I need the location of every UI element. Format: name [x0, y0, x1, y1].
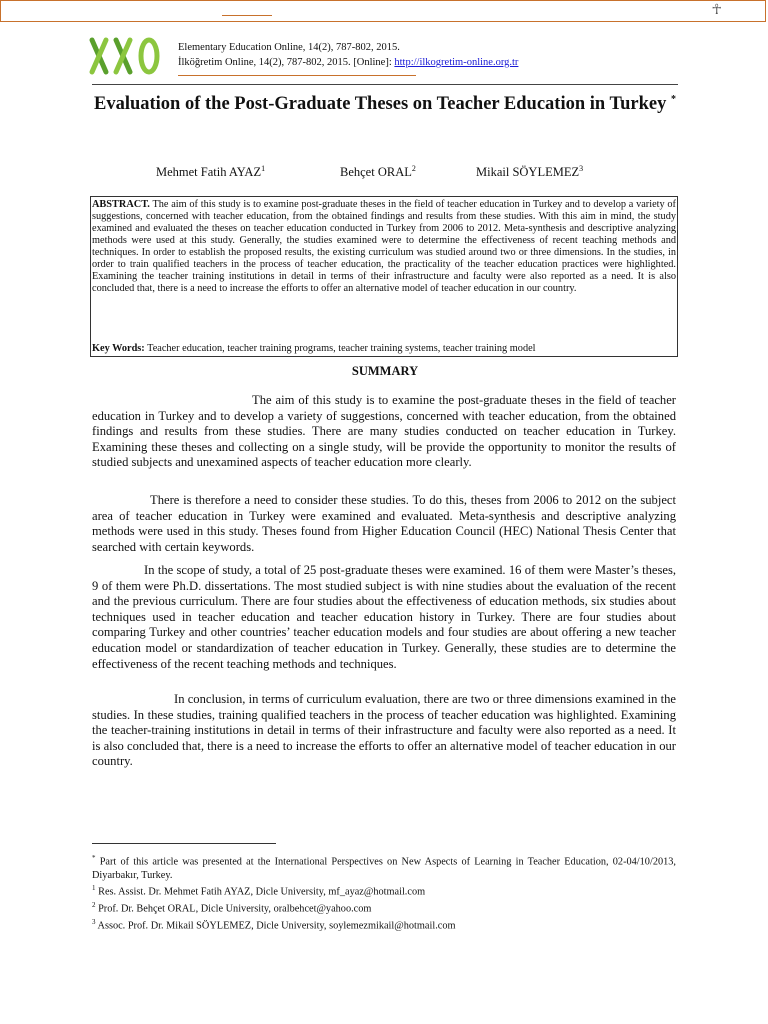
footnote-3-text: Assoc. Prof. Dr. Mikail SÖYLEMEZ, Dicle University, soylemezmikail@hotmail.com — [95, 920, 456, 932]
journal-line-1: Elementary Education Online, 14(2), 787-802, 2015. — [178, 42, 400, 53]
summary-paragraph-3: In the scope of study, a total of 25 post-graduate theses were examined. 16 of them were Master’s theses, 9 of them were Ph.D. dissertations. The most studied subject is with nine studies about the evaluation of the recent and the previous curriculum. There are four studies about the effectiveness of education methods, six studies about techniques used in teacher education and teacher education history in Turkey. There are four studies about comparing Turkey and other countries’ teacher education models and four studies are about offering a new teacher education model or standardization of teacher education in Turkey. Generally, these studies are to determine the effectiveness of the recent teaching methods and techniques. — [92, 563, 676, 671]
page-top-frame — [0, 0, 766, 22]
summary-paragraph-4: In conclusion, in terms of curriculum evaluation, there are two or three dimensions examined in the studies. In these studies, training qualified teachers in the process of teacher education was highlighted. Examining the teacher-training institutions in detail in terms of their infrastructure and faculty were also reported as a need. It is also concluded that, there is a need to increase the efforts to offer an alternative model of teacher education in our country. — [92, 692, 676, 769]
bookmark-icon: ☥ — [711, 3, 722, 18]
abstract-label: ABSTRACT. — [92, 199, 150, 210]
summary-paragraph-1: The aim of this study is to examine the post-graduate theses in the field of teacher education in Turkey and to develop a variety of suggestions, concerned with teacher education, from the obtained findings and results from these studies. There are many studies conducted on teacher education in Turkey. Examining these theses and collecting on a single study, will be provide the opportunity to monitor the results of studied subjects and unexamined aspects of teacher education more clearly. — [92, 393, 676, 470]
footnote-2 — [92, 899, 676, 916]
author-3 — [476, 164, 583, 180]
footnote-rule — [92, 843, 276, 844]
author-2-name: Behçet ORAL — [340, 165, 412, 180]
journal-line-2-text: İlköğretim Online, 14(2), 787-802, 2015. [Online]: — [178, 57, 395, 68]
footnote-2-marker: 2 — [92, 901, 96, 910]
keywords-text: Teacher education, teacher training programs, teacher training systems, teacher training model — [144, 343, 536, 354]
abstract — [92, 199, 676, 295]
keywords-label: Key Words: — [92, 343, 145, 354]
footnote-3-marker: 3 — [92, 917, 96, 926]
title-text: Evaluation of the Post-Graduate Theses on Teacher Education in Turkey — [93, 94, 667, 115]
title-footnote-marker: * — [671, 94, 676, 105]
footnote-2-text: Prof. Dr. Behçet ORAL, Dicle University, oralbehcet@yahoo.com — [95, 903, 372, 915]
keywords — [92, 343, 676, 354]
summary-heading: SUMMARY — [351, 364, 419, 378]
author-2-affil: 2 — [411, 164, 416, 173]
journal-info — [178, 40, 518, 70]
footnote-1-marker: 1 — [92, 884, 96, 893]
footnotes — [92, 852, 676, 933]
journal-rule — [178, 75, 416, 76]
title-top-rule — [92, 84, 678, 85]
footnote-1 — [92, 882, 676, 899]
footnote-star-marker: * — [92, 854, 96, 862]
footnote-star — [92, 852, 676, 882]
journal-logo — [86, 34, 164, 78]
article-title — [92, 88, 678, 116]
footnote-1-text: Res. Assist. Dr. Mehmet Fatih AYAZ, Dicle University, mf_ayaz@hotmail.com — [95, 886, 426, 898]
journal-url-link[interactable]: http://ilkogretim-online.org.tr — [394, 57, 519, 68]
footnote-3 — [92, 916, 676, 933]
abstract-text: The aim of this study is to examine post-graduate theses in the field of teacher education in Turkey and to develop a variety of suggestions, concerned with teacher education, from the obtained findings and results from these studies. With this aim in mind, the study examined and evaluated the theses on teacher education conducted in Turkey from 2006 to 2012. Meta-synthesis and descriptive analyzing methods were used at this study. Generally, the studies examined were to determine the effectiveness of recent teaching methods and techniques. In order to establish the proposed results, the existing curriculum was studied around two or three dimensions. In the studies, in order to train qualified teachers in the process of teacher education, the practicality of the teacher education practices were highlighted. Examining the teacher training institutions in detail in terms of their infrastructure and faculty were also reported as a need. It is also concluded that, there is a need to increase the efforts to offer an alternative model of teacher education in our country. — [92, 199, 676, 294]
author-1 — [156, 164, 265, 180]
author-3-affil: 3 — [579, 164, 584, 173]
author-3-name: Mikail SÖYLEMEZ — [476, 165, 580, 180]
journal-line-2 — [178, 55, 518, 70]
footnote-star-text: Part of this article was presented at the International Perspectives on New Aspects of Learning in Teacher Education, 02-04/10/2013, Diyarbakır, Turkey. — [92, 856, 676, 881]
summary-paragraph-2: There is therefore a need to consider these studies. To do this, theses from 2006 to 2012 on the subject area of teacher education in Turkey were examined and evaluated. Meta-synthesis and descriptive analyzing methods were used in this study. Theses found from Higher Education Council (HEC) National Thesis Center that searched with certain keywords. — [92, 493, 676, 554]
author-1-name: Mehmet Fatih AYAZ — [156, 165, 262, 180]
frame-underline — [222, 15, 272, 16]
author-1-affil: 1 — [261, 164, 266, 173]
author-2 — [340, 164, 416, 180]
